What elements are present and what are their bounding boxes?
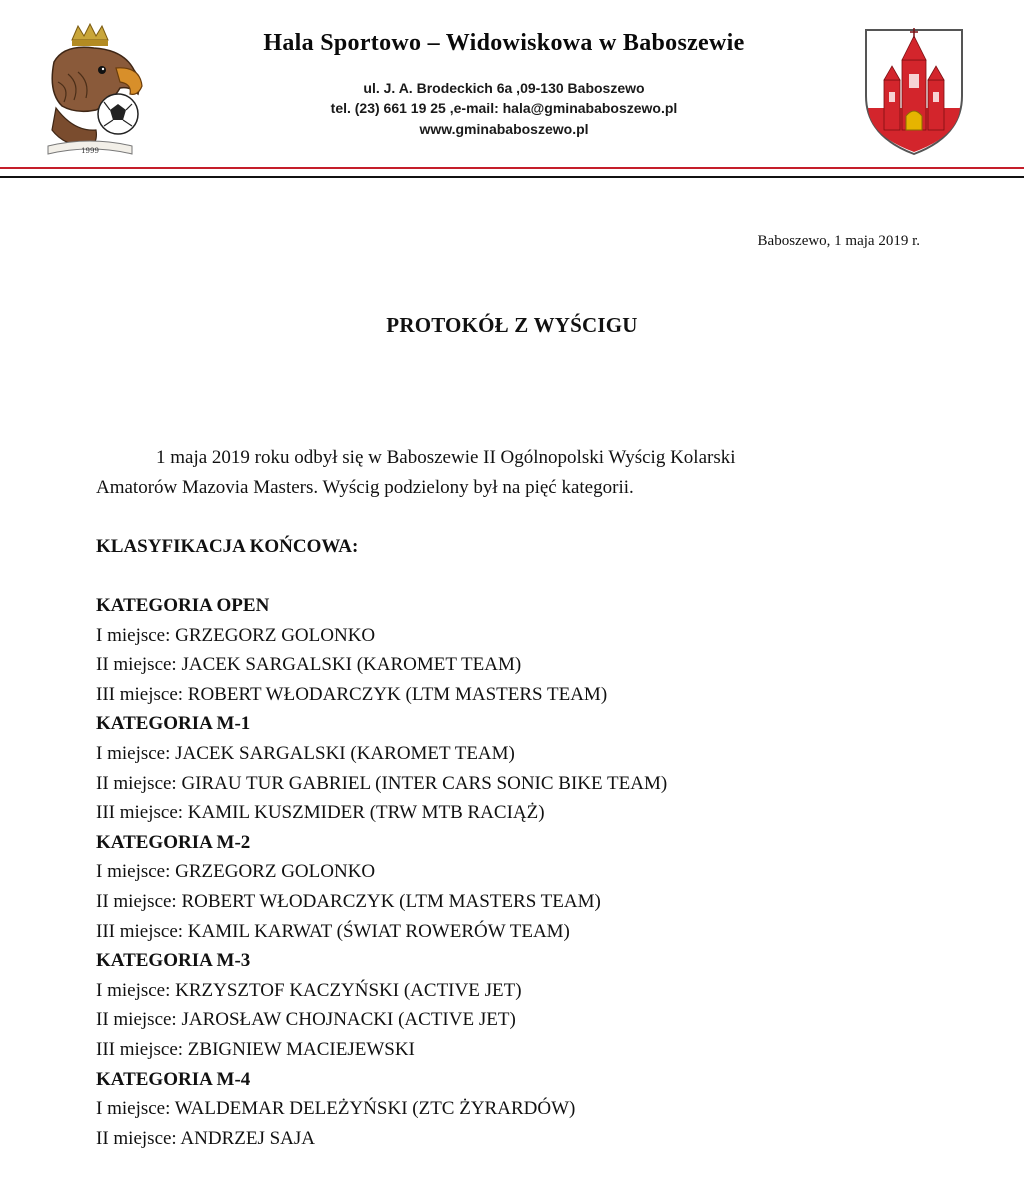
result-line: II miejsce: ROBERT WŁODARCZYK (LTM MASTERS TEAM) <box>96 890 601 912</box>
result-line: II miejsce: ANDRZEJ SAJA <box>96 1127 316 1149</box>
municipal-coat-of-arms-icon <box>862 26 966 158</box>
header-divider-red <box>0 167 1024 169</box>
contact-line: tel. (23) 661 19 25 ,e-mail: hala@gminababoszewo.pl <box>330 100 678 116</box>
results-list <box>96 591 956 1153</box>
result-line: II miejsce: GIRAU TUR GABRIEL (INTER CARS SONIC BIKE TEAM) <box>96 772 668 794</box>
website-line: www.gminababoszewo.pl <box>419 121 589 137</box>
address-line: ul. J. A. Brodeckich 6a ,09-130 Baboszewo <box>363 80 645 96</box>
intro-line-1: 1 maja 2019 roku odbył się w Baboszewie II Ogólnopolski Wyścig Kolarski <box>156 447 736 468</box>
category-heading: KATEGORIA M-2 <box>96 831 251 853</box>
result-line: III miejsce: KAMIL KUSZMIDER (TRW MTB RACIĄŻ) <box>96 802 545 824</box>
letterhead <box>0 0 1024 182</box>
document-title: PROTOKÓŁ Z WYŚCIGU <box>386 313 638 337</box>
intro-line-2: Amatorów Mazovia Masters. Wyścig podzielony był na pięć kategorii. <box>96 477 634 498</box>
category-heading: KATEGORIA M-4 <box>96 1068 251 1090</box>
intro-paragraph <box>96 443 886 503</box>
venue-title: Hala Sportowo – Widowiskowa w Baboszewie <box>263 30 745 56</box>
result-line: III miejsce: ROBERT WŁODARCZYK (LTM MASTERS TEAM) <box>96 683 608 705</box>
result-line: II miejsce: JAROSŁAW CHOJNACKI (ACTIVE JET) <box>96 1009 516 1031</box>
result-line: I miejsce: WALDEMAR DELEŻYŃSKI (ZTC ŻYRARDÓW) <box>96 1098 576 1120</box>
category-heading: KATEGORIA OPEN <box>96 595 270 616</box>
document-date: Baboszewo, 1 maja 2019 r. <box>757 233 920 249</box>
result-line: I miejsce: JACEK SARGALSKI (KAROMET TEAM) <box>96 742 515 764</box>
emblem-year-label: 1999 <box>81 147 99 155</box>
result-line: I miejsce: KRZYSZTOF KACZYŃSKI (ACTIVE JET) <box>96 979 522 1001</box>
result-line: I miejsce: GRZEGORZ GOLONKO <box>96 624 376 646</box>
category-heading: KATEGORIA M-3 <box>96 950 251 972</box>
header-divider-black <box>0 176 1024 178</box>
classification-heading: KLASYFIKACJA KOŃCOWA: <box>96 536 359 557</box>
result-line: II miejsce: JACEK SARGALSKI (KAROMET TEAM) <box>96 654 522 676</box>
result-line: III miejsce: ZBIGNIEW MACIEJEWSKI <box>96 1038 415 1060</box>
category-heading: KATEGORIA M-1 <box>96 713 251 735</box>
result-line: III miejsce: KAMIL KARWAT (ŚWIAT ROWERÓW TEAM) <box>96 920 570 942</box>
result-line: I miejsce: GRZEGORZ GOLONKO <box>96 861 376 883</box>
eagle-emblem-logo <box>34 22 146 157</box>
